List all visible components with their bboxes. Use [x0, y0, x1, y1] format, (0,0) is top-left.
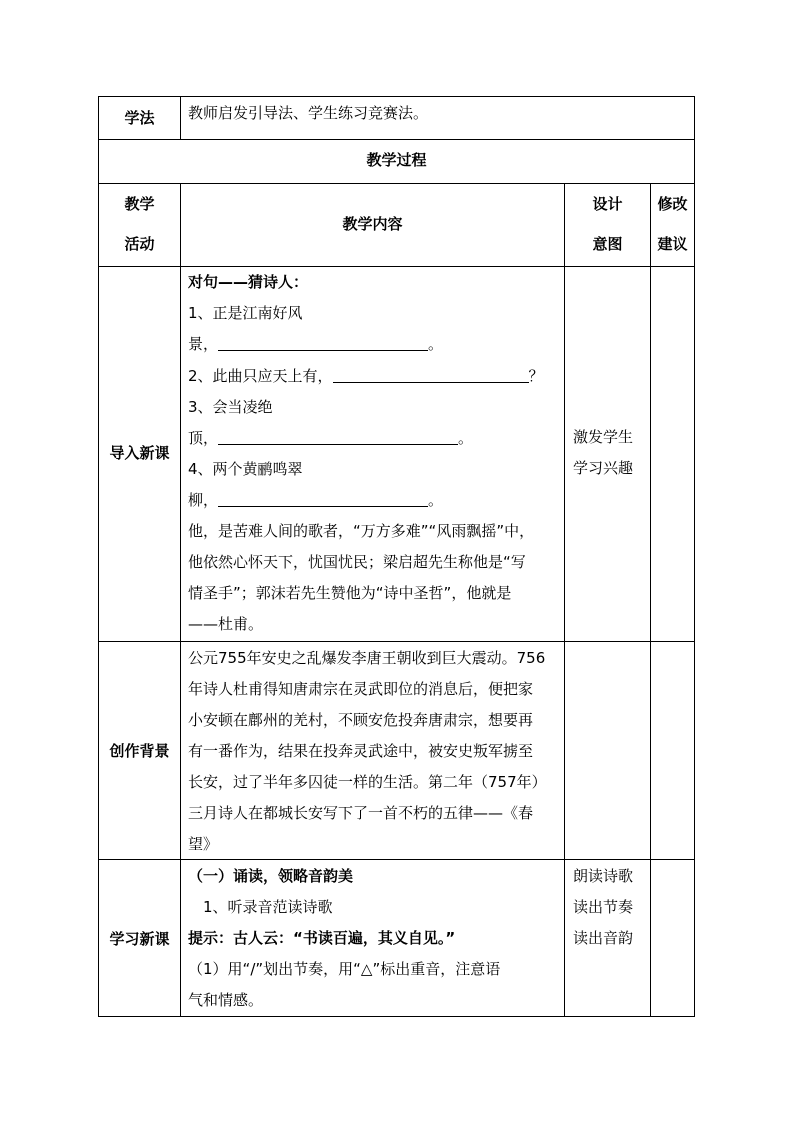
intro-para-4: ——杜甫。 [188, 615, 264, 633]
header-intent-1: 设计 [592, 195, 623, 213]
intro-label: 导入新课 [109, 444, 170, 462]
intro-q3a: 3、会当凌绝 [188, 398, 273, 416]
intro-para-3: 情圣手”；郭沫若先生赞他为“诗中圣哲”，他就是 [188, 584, 512, 602]
new-lesson-line-5: 气和情感。 [188, 991, 264, 1009]
background-label: 创作背景 [109, 742, 170, 760]
answer-blank[interactable] [333, 364, 529, 383]
new-lesson-label: 学习新课 [109, 930, 170, 948]
intro-para-1: 他，是苦难人间的歌者，“万方多难”“风雨飘摇”中， [188, 522, 535, 540]
background-line-4: 有一番作为，结果在投奔灵武途中，被安史叛军掳至 [188, 742, 534, 760]
new-lesson-intent-3: 读出音韵 [573, 929, 634, 947]
answer-blank[interactable] [218, 488, 428, 507]
new-lesson-line-2: 1、听录音范读诗歌 [203, 898, 333, 916]
header-suggest-1: 修改 [657, 195, 688, 213]
new-lesson-intent-1: 朗读诗歌 [573, 867, 634, 885]
intro-q4a: 4、两个黄鹂鸣翠 [188, 460, 303, 478]
row-divider [99, 641, 694, 642]
intro-q3b: 顶， 。 [188, 423, 473, 454]
header-content: 教学内容 [342, 215, 403, 233]
intro-q1a: 1、正是江南好风 [188, 304, 303, 322]
new-lesson-intent-2: 读出节奏 [573, 898, 634, 916]
row-divider [99, 183, 694, 184]
row-divider [99, 139, 694, 140]
intro-intent-2: 学习兴趣 [573, 459, 634, 477]
col-divider [180, 97, 181, 139]
lesson-plan-table [98, 96, 695, 1017]
background-line-7: 望》 [188, 835, 219, 853]
intro-q4b: 柳， 。 [188, 485, 443, 516]
intro-title: 对句——猜诗人： [188, 273, 309, 291]
answer-blank[interactable] [218, 426, 458, 445]
background-line-5: 长安，过了半年多囚徒一样的生活。第二年（757年） [188, 773, 547, 791]
background-line-2: 年诗人杜甫得知唐肃宗在灵武即位的消息后，便把家 [188, 680, 534, 698]
intro-q1b: 景， 。 [188, 329, 443, 360]
header-activity-2: 活动 [124, 235, 155, 253]
study-method-content: 教师启发引导法、学生练习竞赛法。 [188, 104, 429, 122]
study-method-label: 学法 [124, 109, 155, 127]
col-divider [564, 183, 565, 1016]
intro-q2: 2、此曲只应天上有， ？ [188, 361, 544, 392]
background-line-1: 公元755年安史之乱爆发李唐王朝收到巨大震动。756 [188, 649, 546, 667]
answer-blank[interactable] [218, 332, 428, 351]
new-lesson-line-4: （1）用“/”划出节奏，用“△”标出重音，注意语 [188, 960, 501, 978]
header-activity-1: 教学 [124, 195, 155, 213]
background-line-6: 三月诗人在都城长安写下了一首不朽的五律——《春 [188, 804, 534, 822]
new-lesson-line-3: 提示：古人云：“书读百遍，其义自见。” [188, 929, 456, 947]
col-divider [180, 183, 181, 1016]
intro-para-2: 他依然心怀天下，忧国忧民；梁启超先生称他是“写 [188, 553, 526, 571]
header-suggest-2: 建议 [657, 235, 688, 253]
header-intent-2: 意图 [592, 235, 623, 253]
new-lesson-line-1: （一）诵读，领略音韵美 [188, 867, 354, 885]
intro-intent-1: 激发学生 [573, 428, 634, 446]
background-line-3: 小安顿在鄜州的羌村，不顾安危投奔唐肃宗，想要再 [188, 711, 534, 729]
process-title: 教学过程 [366, 151, 427, 169]
col-divider [650, 183, 651, 1016]
